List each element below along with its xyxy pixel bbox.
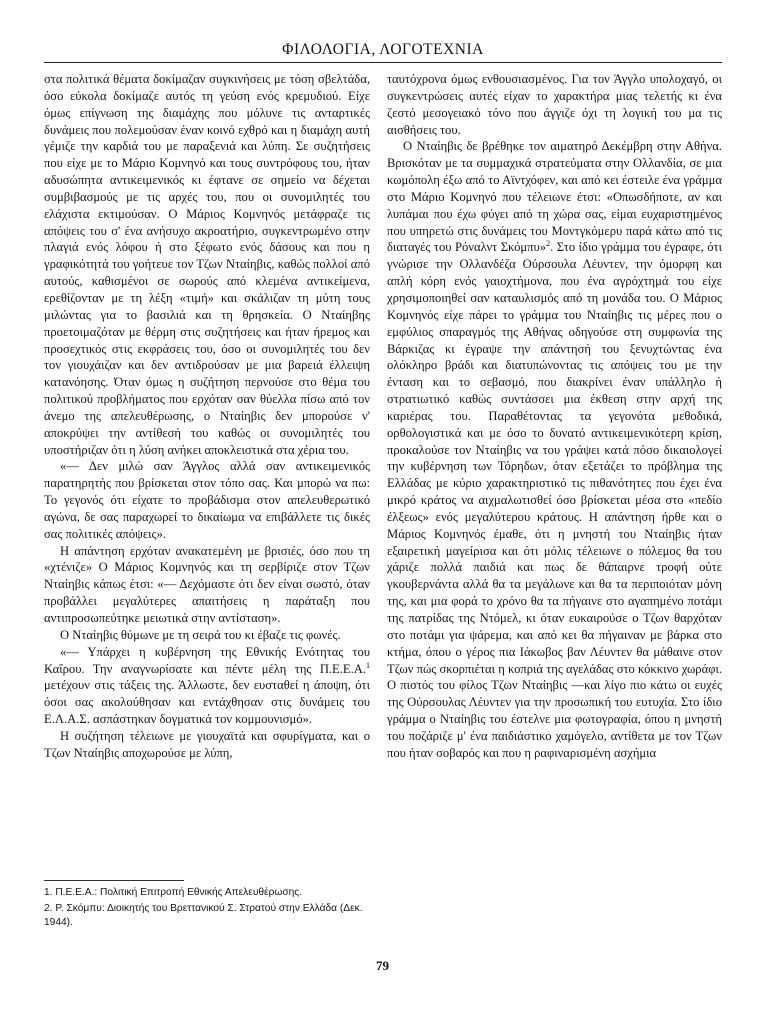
paragraph: Η συζήτηση τέλειωνε με γιουχαϊτά και σφυρίγματα, και ο Τζων Νταίηβις αποχωρούσε με λύπη,: [44, 728, 370, 760]
right-column: [387, 71, 722, 885]
page-number: 79: [376, 958, 389, 973]
header-rule: [44, 62, 722, 63]
footnote-mark: 2: [546, 239, 551, 249]
paragraph-text: μετέχουν στις τάξεις της. Άλλωστε, δεν ευσταθεί η άποψη, ότι όσοι σας ακολούθησαν και εντάχθησαν στις δυνάμεις του Ε.Λ.Α.Σ. ασπάστηκαν δογματικά τον κομμουνισμό».: [44, 678, 370, 727]
running-title: ΦΙΛΟΛΟΓΙΑ, ΛΟΓΟΤΕΧΝΙΑ: [282, 41, 484, 58]
footnote-mark: 1: [366, 660, 370, 670]
footnote: 2. Ρ. Σκόμπυ: Διοικητής του Βρεττανικού Σ. Στρατού στην Ελλάδα (Δεκ. 1944).: [44, 903, 363, 928]
paragraph: στα πολιτικά θέματα δοκίμαζαν συγκινήσεις με τόση σβελτάδα, όσο εύκολα δοκίμαζε αυτός τη γεύση ενός κρεμυδιού. Είχε όμως επίγνωση της διαμάχης που μόλυνε τις ανταρτικές δυνάμεις που πολεμούσαν έναν κοινό εχθρό και η διαμάχη αυτή γέμιζε την καρδιά του με παραξενιά και λύπη. Σε συζητήσεις που είχε με το Μάριο Κομνηνό και τους συντρόφους του, ήταν αδυσώπητα αντικειμενικός κι έφτανε σε σημείο να δέχεται συμβιβασμούς με τις αρχές του, που οι συνομιλητές του ελάχιστα εκτιμούσαν. Ο Μάριος Κομνηνός μετάφραζε τις απόψεις του σ' ένα ανήσυχο ακροατήριο, συγκεντρωμένο στην πλαγιά ενός λόφου ή στο ξέφωτο ενός δάσους και που η γραφικότητά του γοήτευε τον Τζων Νταίηβις, καθώς πολλοί από αυτούς, καθισμένοι σε σωρούς από κλεμένα αντικείμενα, ερεθίζονταν με τη λέξη «τιμή» και σκάλιζαν τη μύτη τους μιλώντας για το βασιλιά και τη θρησκεία. Ο Νταίηβης προετοιμαζόταν με θέρμη στις συζητήσεις και ήταν ήρεμος και προσεχτικός στις εκφράσεις του, όσο οι συνομιλητές του δεν τον γιουχάιζαν και δεν αντιδρούσαν με μια βαρειά έλλειψη κατανόησης. Όταν όμως η συζήτηση περνούσε στο θέμα του πολιτικού προβλήματος που ερχόταν σαν θύελλα πίσω από τον άνεμο της απελευθέρωσης, ο Νταίηβις δεν μπορούσε ν' αποκρύψει την αντίθεσή του καθώς οι συνομιλητές του υποστήριζαν ότι η λύση ανήκει αποκλειστικά στα χέρια του.: [44, 72, 370, 457]
paragraph: Ο Νταίηβις θύμωνε με τη σειρά του κι έβαζε τις φωνές.: [60, 627, 341, 642]
paragraph: [44, 644, 370, 728]
footnote-rule: [44, 880, 184, 881]
paragraph: [387, 138, 722, 761]
paragraph-text: «— Υπάρχει η κυβέρνηση της Εθνικής Ενότητας του Καΐρου. Την αναγνωρίσατε και πέντε μέλη της Π.Ε.Ε.Α.: [44, 644, 370, 676]
paragraph: Η απάντηση ερχόταν ανακατεμένη με βρισιές, όσο που τη «χτένιζε» Ο Μάριος Κομνηνός και τη σερβίριζε στον Τζων Νταίηβις κάπως έτσι: «— Δεχόμαστε ότι δεν είναι σωστό, όταν προβάλλει μεγαλύτερες απαιτήσεις η παράταξη που αντιπροσωπεύτηκε μειωτικά στην αντίσταση».: [44, 543, 370, 625]
paragraph-text: Ο Νταίηβις δε βρέθηκε τον αιματηρό Δεκέμβρη στην Αθήνα. Βρισκόταν με τα συμμαχικά στρατεύματα στην Ολλανδία, σε μια κωμόπολη έξω από το Αϊντχόφεν, και από κει έστειλε ένα γράμμα στο Μάριο Κομνηνό που τέλειωνε έτσι: «Οπωσδήποτε, αν και λυπάμαι που έχω φύγει από τη χώρα σας, είμαι ευχαριστημένος που υπηρετώ στις δυνάμεις του Μοντγκόμερυ παρά κάτω από τις διαταγές του Ρόναλντ Σκόμπυ»: [387, 139, 722, 255]
left-column: [44, 71, 370, 875]
paragraph-text: . Στο ίδιο γράμμα του έγραφε, ότι γνώρισε την Ολλανδέζα Ούρσουλα Λέυντεν, την όμορφη και απλή κόρη ενός γαιοχτήμονα, που ένα αγρόχτημά του είχε χρησιμοποιηθεί σαν καταυλισμός από τη μονάδα του. Ο Μάριος Κομνηνός είχε πάρει το γράμμα του Νταίηβις τις μέρες που ο εμφύλιος σπαραγμός της Αθήνας οδηγούσε στη συμφωνία της Βάρκιζας κι έγραψε την απάντησή του ξενυχτώντας ένα ολόκληρο βράδι και διατυπώνοντας τις απόψεις του με την ένταση και το σεβασμό, που διακρίνει έναν υπάλληλο ή στρατιωτικό καθώς συντάσσει μια έκθεση στην αρχή της καριέρας του. Παραθέτοντας τα γεγονότα μεθοδικά, ορθολογιστικά και με όσο το δυνατό αντικειμενικότερη κρίση, προκαλούσε τον Νταίηβις να του γράψει κατά πόσο δικαιολογεί την κυβέρνηση των Τόρηδων, όταν εξετάζει το πρόβλημα της Ελλάδας με κύριο χαρακτηριστικό τις πιθανότητες που έχει ένα μικρό κράτος να αιχμαλωτισθεί όσο βρίσκεται μέσα στο «πεδίο έλξεως» ενός μεγαλύτερου κράτους. Η απάντηση ήρθε και ο Μάριος Κομνηνός έμαθε, ότι η μνηστή του Νταίηβις ήταν εξαιρετική μαγείρισα και ότι μόλις τέλειωνε ο πόλεμος θα του χάριζε πολλά παιδιά και πως δε θάπαιρνε τροφή ούτε γκουβερνάντα αλλά θα τα μεγάλωνε και θα τα περιποιόταν μόνη της, και μια φορά το χρόνο θα τα πήγαινε στο αγαπημένο ποτάμι της πατρίδας της Ντόμελ, κι όταν ευκαιρούσε ο Τζων θαρχόταν στο ποτάμι για ψάρεμα, και από κει θα πήγαιναν με βάρκα στο κτήμα, όπου ο γέρος πια Ιάκωβος βαν Λέυντεν θα μάθαινε στον Τζων πώς σκορπιέται η κοπριά της αγελάδας στο κόκκινο χωράφι. Ο πιστός του φίλος Τζων Νταίηβις —και λίγο πιο κάτω οι ευχές της Ούρσουλας Λέυντεν για την προσωπική του ευτυχία. Στο ίδιο γράμμα ο Νταίηβις του έστελνε μια φωτογραφία, όπου η μνηστή του ποζάριζε μ' ένα παιδιάστικο χαμόγελο, αντίθετα με τον Τζων που ήταν σοβαρός και που η ραφιναρισμένη ασχήμια: [387, 240, 722, 760]
footnotes: [44, 886, 370, 932]
footnote: 1. Π.Ε.Ε.Α.: Πολιτική Επιτροπή Εθνικής Απελευθέρωσης.: [44, 887, 303, 898]
paragraph: ταυτόχρονα όμως ενθουσιασμένος. Για τον Άγγλο υπολοχαγό, οι συγκεντρώσεις αυτές είχαν το χαρακτήρα μιας τελετής κι ένα ζεστό μεσογειακό τόνο που άγγιζε όχι τη λογική του μα τις αισθήσεις του.: [387, 72, 722, 137]
paragraph: «— Δεν μιλώ σαν Άγγλος αλλά σαν αντικειμενικός παρατηρητής που βρίσκεται στον τόπο σας. Και μπορώ να πω: Το γεγονός ότι είχατε το προβάδισμα στον απελευθερωτικό αγώνα, δε σας παραχωρεί το δικαίωμα να επιβάλλετε τις δικές σας πολιτικές απόψεις».: [44, 459, 370, 541]
